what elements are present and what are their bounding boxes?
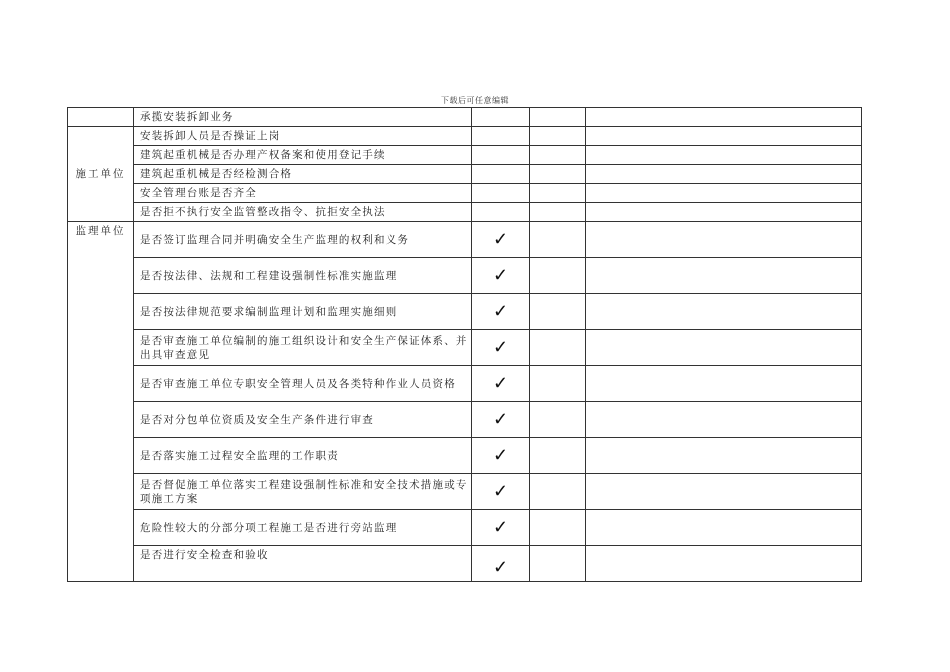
remarks-cell: [586, 127, 862, 146]
remarks-cell: [586, 402, 862, 438]
remarks-cell: [586, 294, 862, 330]
check-cell: [472, 294, 530, 330]
blank-cell: [530, 294, 586, 330]
blank-cell: [530, 510, 586, 546]
item-text: 是否签订监理合同并明确安全生产监理的权利和义务: [134, 222, 472, 258]
table-row: [68, 203, 862, 222]
blank-cell: [530, 184, 586, 203]
check-cell: [472, 203, 530, 222]
check-cell: [472, 258, 530, 294]
check-icon: ✓: [492, 228, 509, 250]
item-text: 建筑起重机械是否经检测合格: [134, 165, 472, 184]
check-icon: ✓: [492, 557, 509, 578]
blank-cell: [530, 546, 586, 582]
check-icon: ✓: [492, 264, 509, 286]
item-text: 安装拆卸人员是否操证上岗: [134, 127, 472, 146]
blank-cell: [530, 222, 586, 258]
remarks-cell: [586, 438, 862, 474]
table-row: [68, 402, 862, 438]
remarks-cell: [586, 258, 862, 294]
remarks-cell: [586, 474, 862, 510]
unit-label-construction: 施工单位: [68, 127, 134, 222]
check-cell: [472, 165, 530, 184]
item-text: 危险性较大的分部分项工程施工是否进行旁站监理: [134, 510, 472, 546]
table-row: [68, 165, 862, 184]
item-text: 是否督促施工单位落实工程建设强制性标准和安全技术措施或专项施工方案: [134, 474, 472, 510]
table-row: [68, 258, 862, 294]
check-cell: [472, 146, 530, 165]
blank-cell: [530, 203, 586, 222]
table-row: [68, 330, 862, 366]
check-cell: [472, 366, 530, 402]
blank-cell: [530, 127, 586, 146]
table-row: [68, 438, 862, 474]
check-cell: [472, 222, 530, 258]
table-row: [68, 366, 862, 402]
remarks-cell: [586, 366, 862, 402]
remarks-cell: [586, 108, 862, 127]
blank-cell: [530, 165, 586, 184]
blank-cell: [530, 366, 586, 402]
check-cell: [472, 510, 530, 546]
item-text: 是否拒不执行安全监管整改指令、抗拒安全执法: [134, 203, 472, 222]
unit-label-supervision: 监理单位: [68, 222, 134, 582]
blank-cell: [530, 146, 586, 165]
item-text: 是否按法律规范要求编制监理计划和监理实施细则: [134, 294, 472, 330]
table-row: [68, 108, 862, 127]
item-text: 是否进行安全检查和验收: [134, 546, 472, 582]
check-cell: [472, 474, 530, 510]
check-icon: ✓: [492, 300, 509, 322]
table-row: [68, 127, 862, 146]
remarks-cell: [586, 165, 862, 184]
item-text: 建筑起重机械是否办理产权备案和使用登记手续: [134, 146, 472, 165]
check-cell: [472, 438, 530, 474]
item-text: 是否落实施工过程安全监理的工作职责: [134, 438, 472, 474]
blank-cell: [530, 474, 586, 510]
remarks-cell: [586, 222, 862, 258]
page-header-note: 下载后可任意编辑: [441, 96, 509, 105]
check-icon: ✓: [492, 444, 509, 466]
check-icon: ✓: [492, 336, 509, 358]
remarks-cell: [586, 203, 862, 222]
check-icon: ✓: [492, 372, 509, 394]
check-cell: [472, 184, 530, 203]
blank-cell: [530, 258, 586, 294]
check-cell: [472, 546, 530, 582]
table-row: [68, 184, 862, 203]
unit-cell-empty: [68, 108, 134, 127]
blank-cell: [530, 330, 586, 366]
item-text: 是否对分包单位资质及安全生产条件进行审查: [134, 402, 472, 438]
check-cell: [472, 330, 530, 366]
check-icon: ✓: [492, 516, 509, 538]
remarks-cell: [586, 546, 862, 582]
blank-cell: [530, 108, 586, 127]
item-text: 安全管理台账是否齐全: [134, 184, 472, 203]
remarks-cell: [586, 330, 862, 366]
table-row: [68, 474, 862, 510]
item-text: 是否审查施工单位编制的施工组织设计和安全生产保证体系、并出具审查意见: [134, 330, 472, 366]
blank-cell: [530, 438, 586, 474]
table-row: [68, 222, 862, 258]
check-cell: [472, 402, 530, 438]
table-row: [68, 146, 862, 165]
item-text: 是否按法律、法规和工程建设强制性标准实施监理: [134, 258, 472, 294]
inspection-table: [67, 107, 862, 582]
table-row: [68, 510, 862, 546]
item-text: 承揽安装拆卸业务: [134, 108, 472, 127]
table-row: [68, 294, 862, 330]
remarks-cell: [586, 184, 862, 203]
blank-cell: [530, 402, 586, 438]
check-icon: ✓: [492, 480, 509, 502]
check-cell: [472, 127, 530, 146]
check-icon: ✓: [492, 408, 509, 430]
check-cell: [472, 108, 530, 127]
item-text: 是否审查施工单位专职安全管理人员及各类特种作业人员资格: [134, 366, 472, 402]
remarks-cell: [586, 510, 862, 546]
remarks-cell: [586, 146, 862, 165]
table-row: [68, 546, 862, 582]
